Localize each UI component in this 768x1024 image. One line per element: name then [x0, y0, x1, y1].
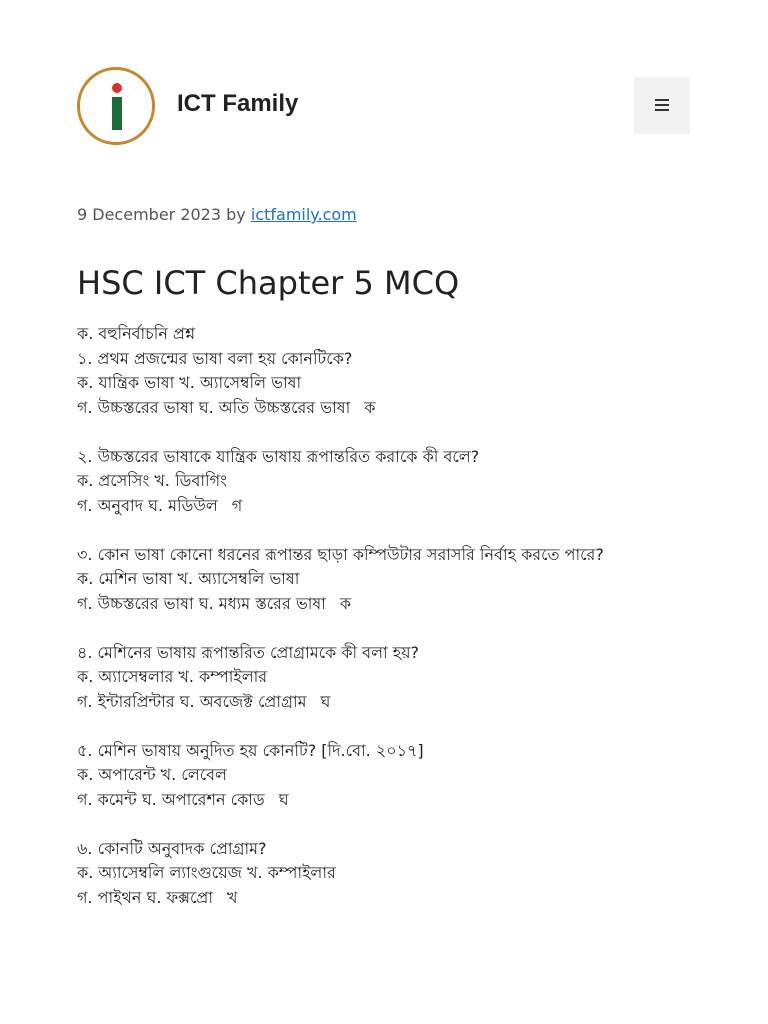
post-date: 9 December 2023	[77, 205, 222, 224]
info-i-logo-icon[interactable]	[77, 67, 155, 145]
post-meta	[77, 204, 357, 226]
content-intro: ক. বহুনির্বাচনি প্রশ্ন	[77, 324, 196, 343]
post-content	[77, 322, 697, 910]
mcq-options-ab: ক. অপারেন্ট খ. লেবেল	[77, 765, 227, 784]
mcq-options-cd: গ. অনুবাদ ঘ. মডিউল	[77, 495, 218, 515]
mcq-item	[77, 347, 697, 421]
post-by-label: by	[226, 205, 246, 224]
spacer	[77, 518, 697, 543]
mcq-answer: খ	[227, 887, 238, 907]
mcq-options-cd-row	[77, 886, 697, 911]
mcq-options-cd: গ. উচ্চস্তরের ভাষা ঘ. অতি উচ্চস্তরের ভাষা	[77, 397, 351, 417]
mcq-item	[77, 641, 697, 715]
mcq-options-cd: গ. উচ্চস্তরের ভাষা ঘ. মধ্যম স্তরের ভাষা	[77, 593, 326, 613]
mcq-question: ৬. কোনটি অনুবাদক প্রোগ্রাম?	[77, 838, 267, 858]
mcq-options-ab: ক. প্রসেসিং খ. ডিবাগিং	[77, 471, 227, 490]
mcq-options-cd: গ. ইন্টারপ্রিন্টার ঘ. অবজেক্ট প্রোগ্রাম	[77, 691, 307, 711]
mcq-answer: গ	[231, 495, 243, 515]
author-link[interactable]: ictfamily.com	[250, 205, 357, 224]
spacer	[77, 420, 697, 445]
mcq-options-ab: ক. অ্যাসেম্বলার খ. কম্পাইলার	[77, 667, 268, 686]
menu-toggle-button[interactable]	[634, 77, 690, 134]
logo-dot	[112, 83, 122, 93]
spacer	[77, 714, 697, 739]
mcq-question: ৪. মেশিনের ভাষায় রূপান্তরিত প্রোগ্রামকে কী বলা হয়?	[77, 642, 420, 662]
mcq-options-cd: গ. পাইথন ঘ. ফক্সপ্রো	[77, 887, 213, 907]
mcq-options-ab: ক. মেশিন ভাষা খ. অ্যাসেম্বলি ভাষা	[77, 569, 300, 588]
mcq-options-cd-row	[77, 494, 697, 519]
page-title: HSC ICT Chapter 5 MCQ	[77, 264, 460, 302]
mcq-options-ab: ক. যান্ত্রিক ভাষা খ. অ্যাসেম্বলি ভাষা	[77, 373, 302, 392]
mcq-options-ab: ক. অ্যাসেম্বলি ল্যাংগুয়েজ খ. কম্পাইলার	[77, 863, 336, 882]
logo-bar	[112, 97, 122, 130]
mcq-item	[77, 739, 697, 813]
hamburger-icon	[655, 99, 669, 111]
mcq-options-cd: গ. কমেন্ট ঘ. অপারেশন কোড	[77, 789, 265, 809]
mcq-question: ৩. কোন ভাষা কোনো ধরনের রূপান্তর ছাড়া কম্পিউটার সরাসরি নির্বাহ করতে পারে?	[77, 544, 604, 564]
mcq-item	[77, 445, 697, 519]
mcq-options-cd-row	[77, 396, 697, 421]
spacer	[77, 812, 697, 837]
mcq-answer: ঘ	[278, 789, 289, 809]
mcq-answer: ঘ	[320, 691, 331, 711]
mcq-options-cd-row	[77, 592, 697, 617]
mcq-options-cd-row	[77, 788, 697, 813]
mcq-options-cd-row	[77, 690, 697, 715]
mcq-answer: ক	[339, 593, 352, 613]
mcq-question: ২. উচ্চস্তরের ভাষাকে যান্ত্রিক ভাষায় রূপান্তরিত করাকে কী বলে?	[77, 446, 480, 466]
mcq-item	[77, 543, 697, 617]
site-title-link[interactable]: ICT Family	[177, 90, 299, 117]
mcq-answer: ক	[364, 397, 376, 417]
mcq-item	[77, 837, 697, 911]
mcq-question: ৫. মেশিন ভাষায় অনুদিত হয় কোনটি? [দি.বো. ২০১৭]	[77, 740, 424, 760]
spacer	[77, 616, 697, 641]
mcq-question: ১. প্রথম প্রজন্মের ভাষা বলা হয় কোনটিকে?	[77, 348, 353, 368]
site-header	[0, 0, 768, 200]
